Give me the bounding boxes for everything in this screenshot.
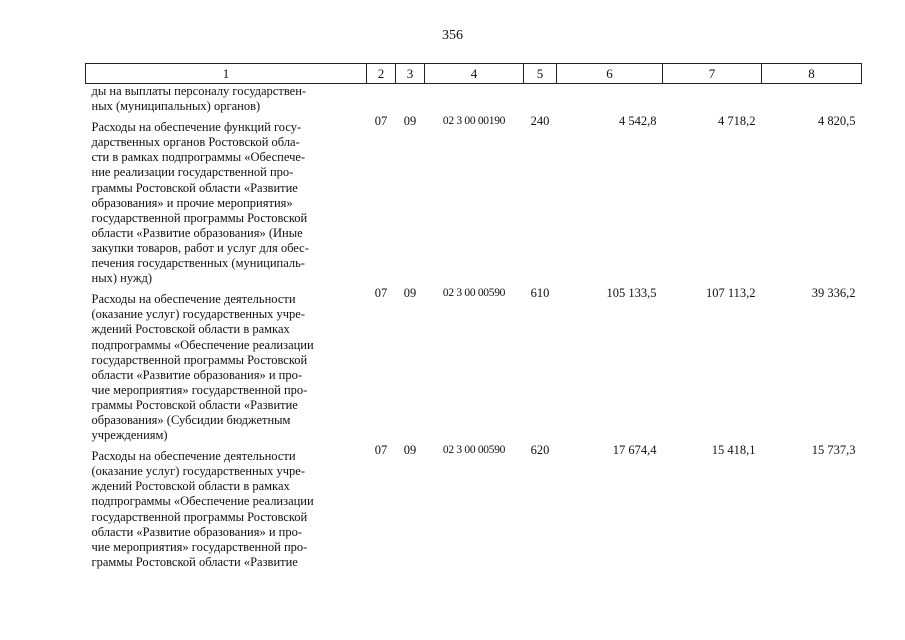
table-row — [86, 84, 862, 115]
row-description — [86, 84, 367, 115]
table-row — [86, 114, 862, 286]
text-line: ждений Ростовской области в рамках — [91, 322, 290, 337]
row-description — [86, 286, 367, 443]
text-line: (оказание услуг) государственных учре- — [91, 464, 306, 479]
row-target-code: 02 3 00 00590 — [442, 444, 506, 457]
row-subsection-code: 09 — [403, 114, 417, 129]
row-section-code: 07 — [374, 114, 388, 129]
row-target-code: 02 3 00 00590 — [442, 287, 506, 300]
row-value-col8: 15 737,3 — [811, 443, 856, 458]
page-number: 356 — [442, 28, 463, 43]
row-value-col7: 15 418,1 — [711, 443, 756, 458]
row-value-col6: 105 133,5 — [606, 286, 657, 301]
text-line: печения государственных (муниципаль- — [91, 256, 305, 271]
text-line: чие мероприятия» государственной про- — [91, 539, 308, 554]
table-row — [86, 443, 862, 570]
column-header-8: 8 — [762, 64, 862, 84]
text-line: Расходы на обеспечение функций госу- — [91, 120, 302, 135]
row-value-col6 — [557, 84, 663, 115]
text-line: Расходы на обеспечение деятельности — [91, 292, 296, 307]
row-value-col8: 4 820,5 — [818, 114, 856, 129]
text-line: граммы Ростовской области «Развитие — [91, 397, 298, 412]
row-value-col6: 4 542,8 — [619, 114, 657, 129]
row-description — [86, 114, 367, 286]
text-line: (оказание услуг) государственных учре- — [91, 307, 306, 322]
text-line: области «Развитие образования» и про- — [91, 524, 302, 539]
row-section-code: 07 — [374, 286, 388, 301]
budget-table — [85, 63, 862, 570]
row-subsection-code: 09 — [403, 443, 417, 458]
text-line: чие мероприятия» государственной про- — [91, 382, 308, 397]
row-value-col7: 107 113,2 — [705, 286, 756, 301]
row-target-code — [425, 84, 524, 115]
text-line: области «Развитие образования» (Иные — [91, 225, 303, 240]
row-section-code: 07 — [374, 443, 388, 458]
column-header-1: 1 — [86, 64, 367, 84]
row-subsection-code — [396, 84, 425, 115]
text-line: учреждениям) — [91, 428, 168, 443]
row-expense-type-code — [524, 84, 557, 115]
column-header-5: 5 — [524, 64, 557, 84]
column-header-4: 4 — [425, 64, 524, 84]
row-subsection-code: 09 — [403, 286, 417, 301]
text-line: ных (муниципальных) органов) — [91, 99, 261, 114]
row-value-col8: 39 336,2 — [811, 286, 856, 301]
column-header-2: 2 — [367, 64, 396, 84]
text-line: ждений Ростовской области в рамках — [91, 479, 290, 494]
row-description — [86, 443, 367, 570]
row-expense-type-code: 620 — [530, 443, 550, 458]
text-line: Расходы на обеспечение деятельности — [91, 449, 296, 464]
column-header-3: 3 — [396, 64, 425, 84]
row-target-code: 02 3 00 00190 — [442, 115, 506, 128]
text-line: граммы Ростовской области «Развитие — [91, 180, 298, 195]
row-value-col8 — [762, 84, 862, 115]
text-line: ды на выплаты персоналу государствен- — [91, 84, 307, 98]
text-line: сти в рамках подпрограммы «Обеспече- — [91, 150, 306, 165]
text-line: граммы Ростовской области «Развитие — [91, 554, 298, 569]
column-header-7: 7 — [663, 64, 762, 84]
text-line: ных) нужд) — [91, 271, 153, 286]
text-line: образования» и прочие мероприятия» — [91, 195, 293, 210]
text-line: образования» (Субсидии бюджетным — [91, 412, 291, 427]
text-line: области «Развитие образования» и про- — [91, 367, 302, 382]
table-header-row — [86, 64, 862, 84]
table-row — [86, 286, 862, 443]
row-section-code — [367, 84, 396, 115]
text-line: государственной программы Ростовской — [91, 210, 308, 225]
text-line: государственной программы Ростовской — [91, 509, 308, 524]
row-value-col6: 17 674,4 — [612, 443, 657, 458]
row-expense-type-code: 610 — [530, 286, 550, 301]
column-header-6: 6 — [557, 64, 663, 84]
row-expense-type-code: 240 — [530, 114, 550, 129]
text-line: закупки товаров, работ и услуг для обес- — [91, 240, 309, 255]
text-line: государственной программы Ростовской — [91, 352, 308, 367]
text-line: подпрограммы «Обеспечение реализации — [91, 337, 314, 352]
row-value-col7 — [663, 84, 762, 115]
row-value-col7: 4 718,2 — [718, 114, 756, 129]
text-line: ние реализации государственной про- — [91, 165, 294, 180]
text-line: дарственных органов Ростовской обла- — [91, 135, 300, 150]
text-line: подпрограммы «Обеспечение реализации — [91, 494, 314, 509]
